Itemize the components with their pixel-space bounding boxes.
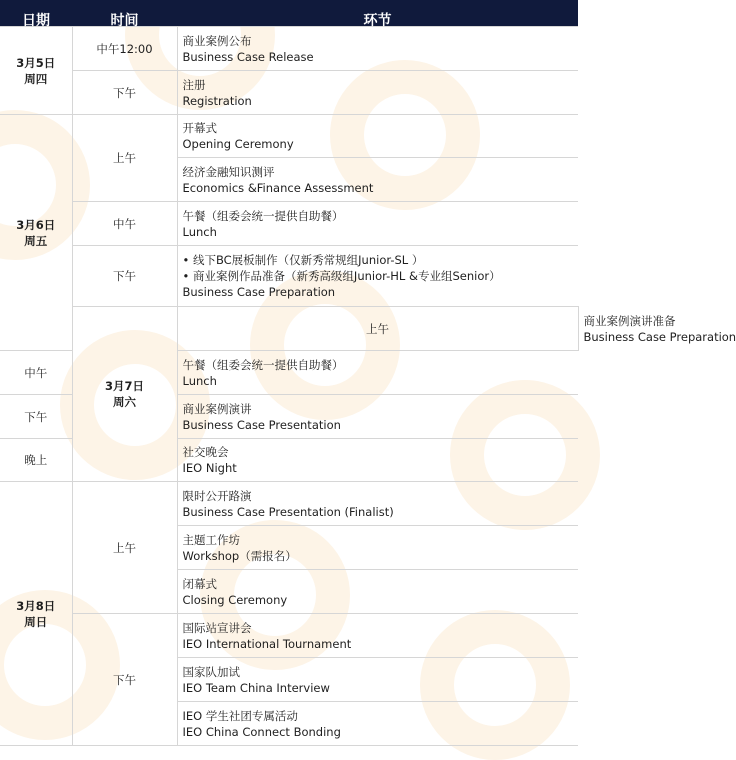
- activity-en: Business Case Presentation: [182, 417, 341, 432]
- period-cell: 下午: [72, 614, 177, 746]
- day-date: 3月8日: [16, 598, 56, 613]
- activity-cell: [177, 702, 578, 746]
- activity-bullet: • 线下BC展板制作（仅新秀常规组Junior-SL ）: [182, 253, 424, 267]
- day-cell: [0, 482, 72, 746]
- activity-cell: [177, 395, 578, 439]
- column-header-date: 日期: [0, 0, 72, 27]
- activity-cell: [177, 482, 578, 526]
- period-cell: 中午: [0, 351, 72, 395]
- activity-zh: 主题工作坊: [182, 532, 240, 547]
- period-cell: 上午: [72, 115, 177, 202]
- table-row: [0, 71, 578, 115]
- activity-en: Business Case Presentation (Finalist): [182, 504, 394, 519]
- day-cell: [0, 115, 72, 351]
- activity-zh: IEO 学生社团专属活动: [182, 708, 298, 723]
- activity-cell: [177, 115, 578, 158]
- day-weekday: 周日: [24, 614, 48, 629]
- activity-cell: [177, 526, 578, 570]
- activity-en: IEO International Tournament: [182, 636, 352, 651]
- period-cell: 上午: [72, 482, 177, 614]
- activity-zh: 开幕式: [182, 121, 217, 135]
- activity-cell: [177, 71, 578, 115]
- activity-cell: [177, 614, 578, 658]
- activity-cell: [177, 246, 578, 307]
- activity-en: IEO Team China Interview: [182, 680, 330, 695]
- activity-cell: [177, 202, 578, 246]
- column-header-segment: 环节: [177, 0, 578, 27]
- period-cell: 下午: [72, 71, 177, 115]
- day-cell: [0, 27, 72, 115]
- day-weekday: 周六: [113, 395, 136, 409]
- activity-zh: 经济金融知识测评: [182, 164, 275, 179]
- table-row: [0, 202, 578, 246]
- day-date: 3月5日: [16, 55, 56, 70]
- activity-en: Business Case Release: [182, 49, 314, 64]
- activity-en: Lunch: [182, 373, 217, 388]
- day-date: 3月7日: [104, 379, 144, 393]
- activity-zh: 限时公开路演: [182, 488, 252, 503]
- period-cell: 下午: [0, 395, 72, 439]
- activity-cell: [177, 158, 578, 202]
- activity-zh: 午餐（组委会统一提供自助餐）: [182, 208, 344, 223]
- header-row: [0, 0, 578, 27]
- day-date: 3月6日: [16, 217, 56, 232]
- activity-en: Registration: [182, 93, 252, 108]
- period-cell: 中午12:00: [72, 27, 177, 71]
- table-row: [0, 27, 578, 71]
- activity-cell: [177, 351, 578, 395]
- activity-bullet: • 商业案例作品准备（新秀高级组Junior-HL &专业组Senior）: [182, 269, 501, 283]
- table-row: 3月7日 周六 上午 商业案例演讲准备 Business Case Preparation: [0, 307, 578, 351]
- table-row: [0, 614, 578, 658]
- activity-en: Lunch: [182, 224, 217, 239]
- table-row: [0, 482, 578, 526]
- day-cell: [72, 307, 177, 482]
- day-weekday: 周四: [24, 71, 48, 86]
- period-cell: 中午: [72, 202, 177, 246]
- activity-zh: 商业案例演讲: [182, 401, 252, 416]
- activity-cell: [177, 27, 578, 71]
- activity-en: IEO China Connect Bonding: [182, 724, 341, 739]
- day-weekday: 周五: [24, 233, 48, 248]
- activity-cell: [177, 570, 578, 614]
- activity-zh: 国家队加试: [182, 664, 240, 679]
- table-row: [0, 246, 578, 307]
- activity-en: Economics &Finance Assessment: [182, 180, 374, 195]
- activity-cell: [177, 658, 578, 702]
- activity-en: Opening Ceremony: [182, 137, 294, 151]
- period-cell: 晚上: [0, 439, 72, 482]
- activity-en: Business Case Preparation: [182, 285, 336, 299]
- activity-zh: 社交晚会: [182, 445, 229, 459]
- activity-zh: 闭幕式: [182, 576, 217, 591]
- activity-en: IEO Night: [182, 461, 237, 475]
- period-cell: 上午: [177, 307, 578, 351]
- activity-zh: 国际站宣讲会: [182, 620, 252, 635]
- activity-en: Workshop（需报名）: [182, 548, 297, 563]
- column-header-time: 时间: [72, 0, 177, 27]
- period-cell: 下午: [72, 246, 177, 307]
- activity-zh: 注册: [182, 77, 206, 92]
- activity-zh: 午餐（组委会统一提供自助餐）: [182, 357, 344, 372]
- activity-zh: 商业案例公布: [182, 33, 252, 48]
- activity-en: Closing Ceremony: [182, 592, 288, 607]
- activity-cell: [177, 439, 578, 482]
- table-row: [0, 115, 578, 158]
